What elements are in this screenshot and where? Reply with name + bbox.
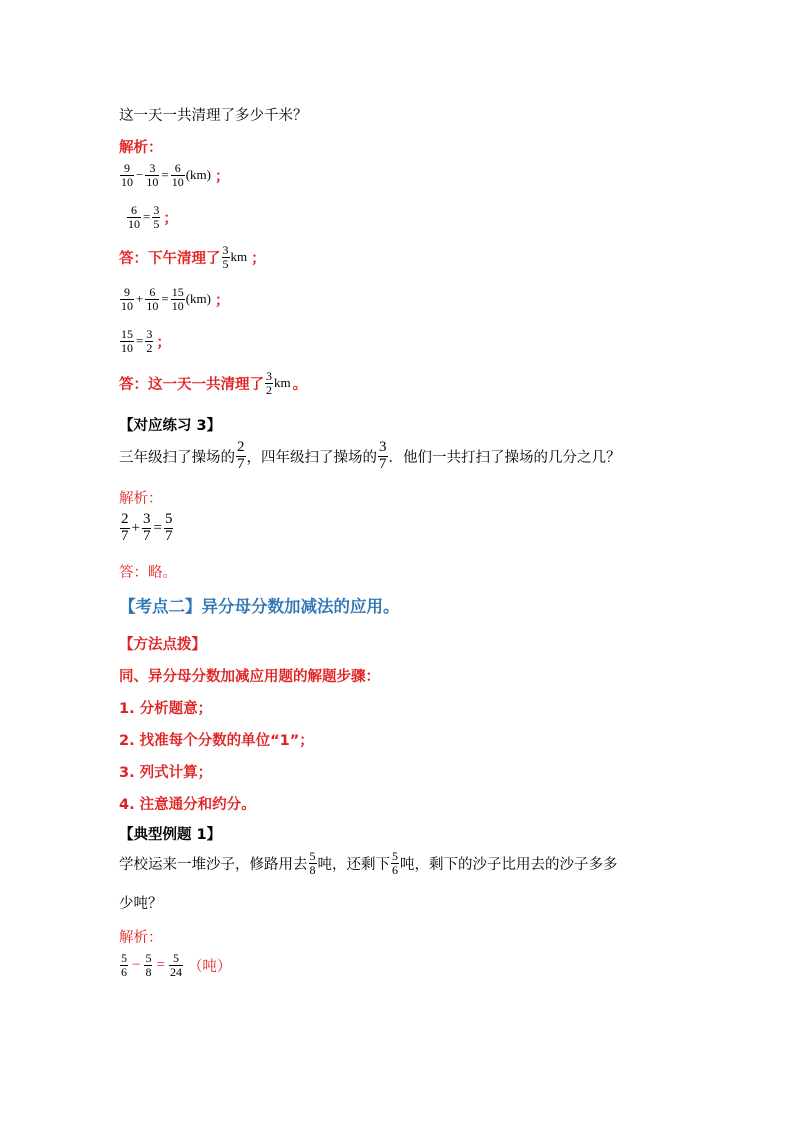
numerator: 5 <box>172 951 179 965</box>
operator: − <box>132 956 141 973</box>
step-text: 1. 分析题意； <box>119 701 213 717</box>
denominator: 2 <box>146 340 153 355</box>
method-step <box>119 697 212 718</box>
analysis-label-text: 解析： <box>119 140 163 156</box>
numerator: 3 <box>153 203 160 217</box>
denominator: 7 <box>121 527 129 544</box>
fraction <box>152 204 160 230</box>
fraction <box>145 328 153 354</box>
unit: （吨） <box>187 958 232 975</box>
punctuation: ； <box>251 250 266 267</box>
intro-text: 同、异分母分数加减应用题的解题步骤： <box>119 669 380 685</box>
practice-3-question <box>119 440 621 473</box>
operator: − <box>136 167 144 183</box>
step-text: 2. 找准每个分数的单位“1”； <box>119 733 314 749</box>
section-2-title <box>119 593 400 617</box>
operator: + <box>131 519 140 536</box>
fraction <box>142 512 152 545</box>
fraction <box>236 440 246 473</box>
question-text: 三年级扫了操场的 <box>119 449 235 466</box>
equation-1 <box>119 162 229 188</box>
example-1-equation <box>119 952 231 978</box>
denominator: 10 <box>121 340 133 355</box>
denominator: 10 <box>171 298 184 313</box>
numerator: 5 <box>392 849 398 863</box>
fraction <box>120 286 134 312</box>
unit: km <box>230 249 248 265</box>
question-text <box>119 104 308 125</box>
equals-sign: = <box>161 167 169 183</box>
question-text: ，四年级扫了操场的 <box>246 449 377 466</box>
question-text: ．他们一共打扫了操场的几分之几？ <box>388 449 621 466</box>
fraction <box>171 286 185 312</box>
example-1-heading <box>119 823 221 844</box>
answer-1 <box>119 244 266 270</box>
unit: (km) <box>185 167 211 183</box>
denominator: 10 <box>146 174 159 189</box>
numerator: 5 <box>309 849 316 863</box>
step-text: 4. 注意通分和约分。 <box>119 797 256 813</box>
denominator: 10 <box>171 174 184 189</box>
denominator: 5 <box>153 216 160 231</box>
heading-text: 【对应练习 3】 <box>119 418 222 434</box>
numerator: 2 <box>237 439 245 455</box>
analysis-label-text: 解析： <box>119 930 163 946</box>
numerator: 3 <box>379 439 387 455</box>
punctuation: ； <box>156 334 171 351</box>
denominator: 24 <box>169 964 182 979</box>
punctuation: ； <box>214 168 230 185</box>
practice-3-analysis-label <box>119 487 163 508</box>
fraction <box>120 162 134 188</box>
denominator: 7 <box>379 455 387 472</box>
numerator: 3 <box>146 327 153 341</box>
numerator: 3 <box>149 161 156 175</box>
method-intro <box>119 665 380 686</box>
practice-3-equation <box>119 512 174 545</box>
analysis-label-text: 解析： <box>119 491 163 507</box>
fraction <box>144 952 152 978</box>
unit: km <box>274 375 291 391</box>
denominator: 10 <box>128 216 140 231</box>
fraction <box>120 512 130 545</box>
answer-2 <box>119 370 307 396</box>
equals-sign: = <box>136 333 144 349</box>
fraction <box>127 204 141 230</box>
equals-sign: = <box>153 519 162 536</box>
method-heading <box>119 633 206 654</box>
numerator: 3 <box>266 369 272 383</box>
fraction <box>265 370 273 396</box>
method-step <box>119 729 314 750</box>
equals-sign: = <box>143 209 151 225</box>
numerator: 15 <box>171 285 184 299</box>
example-1-question <box>119 850 618 876</box>
denominator: 10 <box>121 174 133 189</box>
question-text: 吨，剩下的沙子比用去的沙子多多 <box>400 856 618 873</box>
denominator: 10 <box>146 298 159 313</box>
punctuation: 。 <box>292 376 308 393</box>
numerator: 3 <box>222 243 229 257</box>
denominator: 8 <box>145 964 152 979</box>
numerator: 6 <box>149 285 156 299</box>
fraction <box>145 286 159 312</box>
method-step <box>119 793 256 814</box>
section-title-text: 【考点二】异分母分数加减法的应用。 <box>119 597 400 616</box>
fraction <box>171 162 185 188</box>
equation-4 <box>119 328 171 354</box>
heading-text: 【方法点拨】 <box>119 637 206 653</box>
unit: (km) <box>185 291 211 307</box>
numerator: 5 <box>121 951 127 965</box>
fraction <box>222 244 230 270</box>
punctuation: ； <box>163 210 178 227</box>
equation-2 <box>126 204 178 230</box>
question-text: 学校运来一堆沙子，修路用去 <box>119 856 308 873</box>
analysis-label <box>119 136 163 157</box>
example-1-analysis-label <box>119 926 163 947</box>
fraction <box>164 512 174 545</box>
question-text: 少吨？ <box>119 896 163 912</box>
step-text: 3. 列式计算； <box>119 765 213 781</box>
numerator: 6 <box>131 203 137 217</box>
answer-text: 答：略。 <box>119 565 177 581</box>
equation-3 <box>119 286 229 312</box>
answer-text: 答：下午清理了 <box>119 250 221 267</box>
numerator: 2 <box>121 511 129 527</box>
fraction <box>120 952 128 978</box>
fraction <box>309 850 317 876</box>
numerator: 5 <box>145 951 152 965</box>
numerator: 5 <box>164 511 173 527</box>
practice-3-heading <box>119 414 221 435</box>
answer-text: 答：这一天一共清理了 <box>119 376 264 393</box>
numerator: 15 <box>121 327 133 341</box>
example-1-question-cont <box>119 892 163 913</box>
equals-sign: = <box>161 291 169 307</box>
numerator: 6 <box>174 161 181 175</box>
denominator: 10 <box>121 298 133 313</box>
punctuation: ； <box>214 292 230 309</box>
operator: + <box>136 291 144 307</box>
practice-3-answer <box>119 561 177 582</box>
denominator: 5 <box>222 256 229 271</box>
question-text-content: 这一天一共清理了多少千米？ <box>119 108 308 124</box>
denominator: 7 <box>237 455 245 472</box>
numerator: 9 <box>124 161 130 175</box>
fraction <box>145 162 159 188</box>
denominator: 6 <box>392 862 398 877</box>
denominator: 6 <box>121 964 127 979</box>
equals-sign: = <box>156 956 165 973</box>
fraction <box>378 440 388 473</box>
numerator: 9 <box>124 285 130 299</box>
denominator: 7 <box>164 527 173 544</box>
method-step <box>119 761 212 782</box>
fraction <box>391 850 399 876</box>
denominator: 2 <box>266 382 272 397</box>
heading-text: 【典型例题 1】 <box>119 827 222 843</box>
numerator: 3 <box>142 511 151 527</box>
question-text: 吨，还剩下 <box>317 856 390 873</box>
denominator: 7 <box>142 527 151 544</box>
denominator: 8 <box>309 862 316 877</box>
fraction <box>169 952 183 978</box>
fraction <box>120 328 134 354</box>
